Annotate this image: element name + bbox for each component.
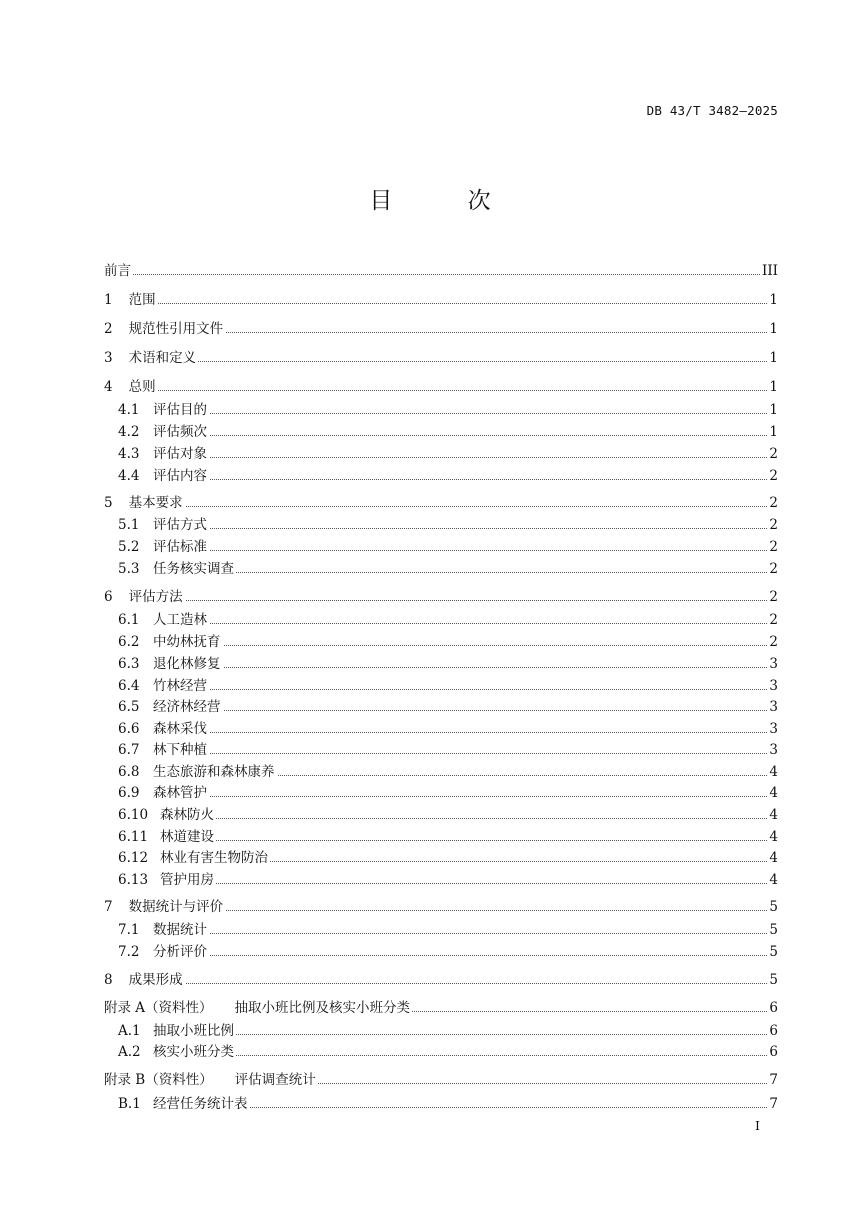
toc-entry-page: 3 (769, 721, 778, 737)
toc-entry[interactable] (0, 560, 860, 578)
toc-entry-label (118, 538, 209, 556)
toc-entry[interactable] (0, 943, 860, 961)
toc-entry-number: 6.3 (118, 656, 140, 672)
toc-entry-label (104, 349, 198, 367)
toc-entry-text: 竹林经营 (153, 678, 207, 694)
toc-entry[interactable] (0, 320, 860, 338)
toc-entry-label (118, 516, 209, 534)
toc-entry-label (118, 720, 209, 738)
toc-leader-dots (118, 933, 767, 934)
toc-entry[interactable] (0, 467, 860, 485)
toc-entry[interactable] (0, 1043, 860, 1061)
toc-entry[interactable] (0, 633, 860, 651)
toc-entry[interactable] (0, 828, 860, 846)
toc-entry-number: B.1 (118, 1096, 141, 1112)
toc-entry[interactable] (0, 971, 860, 989)
toc-entry-text: 中幼林抚育 (153, 634, 221, 650)
toc-entry-text: 管护用房 (160, 872, 214, 888)
toc-entry-number: 4.4 (118, 468, 140, 484)
toc-entry-page: 6 (769, 1000, 778, 1016)
toc-entry-label (104, 262, 133, 280)
toc-leader-dots (104, 361, 767, 362)
toc-entry-number: A.1 (118, 1023, 141, 1039)
toc-entry-text: 生态旅游和森林康养 (153, 764, 275, 780)
toc-entry-number: 6.12 (118, 850, 149, 866)
toc-entry-label (104, 1071, 318, 1089)
toc-entry-page: 3 (769, 678, 778, 694)
toc-entry-text: 林道建设 (160, 829, 214, 845)
toc-entry[interactable] (0, 588, 860, 606)
toc-entry-page: 5 (769, 899, 778, 915)
toc-entry-number: 5.2 (118, 539, 140, 555)
toc-entry-number: 6.4 (118, 678, 140, 694)
toc-entry-number: 3 (104, 350, 113, 366)
toc-entry-page: III (762, 263, 778, 279)
toc-entry-label (104, 291, 158, 309)
toc-entry-label (118, 921, 209, 939)
toc-leader-dots (104, 983, 767, 984)
toc-entry-text: 成果形成 (128, 972, 183, 988)
toc-entry-number: A.2 (118, 1044, 141, 1060)
toc-entry-number: 附录 A（资料性） (104, 1000, 213, 1016)
toc-entry[interactable] (0, 655, 860, 673)
toc-leader-dots (118, 689, 767, 690)
toc-entry-text: 范围 (128, 292, 156, 308)
toc-entry-number: 6.11 (118, 829, 149, 845)
toc-entry-text: 林业有害生物防治 (160, 850, 268, 866)
toc-leader-dots (104, 506, 767, 507)
toc-entry-label (118, 1095, 250, 1113)
page-number: I (755, 1118, 760, 1133)
toc-entry-label (118, 467, 209, 485)
toc-entry-page: 3 (769, 742, 778, 758)
page-title: 目 次 (369, 188, 525, 214)
toc-entry-page: 2 (769, 561, 778, 577)
toc-entry-page: 5 (769, 944, 778, 960)
toc-entry-text: 评估方式 (153, 517, 207, 533)
toc-entry-page: 1 (769, 350, 778, 366)
toc-entry-page: 2 (769, 634, 778, 650)
toc-entry-text: 森林采伐 (153, 721, 207, 737)
toc-entry-label (118, 943, 209, 961)
toc-entry[interactable] (0, 871, 860, 889)
toc-entry-label (118, 611, 209, 629)
toc-entry-text: 抽取小班比例及核实小班分类 (234, 1000, 411, 1016)
toc-entry[interactable] (0, 921, 860, 939)
toc-leader-dots (118, 955, 767, 956)
toc-entry[interactable] (0, 677, 860, 695)
toc-entry[interactable] (0, 999, 860, 1017)
toc-entry-text: 评估对象 (153, 446, 207, 462)
toc-entry-text: 人工造林 (153, 612, 207, 628)
toc-entry[interactable] (0, 720, 860, 738)
toc-entry-text: 林下种植 (153, 742, 207, 758)
toc-entry-page: 4 (769, 850, 778, 866)
toc-entry[interactable] (0, 849, 860, 867)
toc-entry-text: 术语和定义 (128, 350, 197, 366)
toc-entry[interactable] (0, 401, 860, 419)
toc-entry-number: 6.5 (118, 699, 140, 715)
toc-entry-page: 4 (769, 829, 778, 845)
toc-entry-label (118, 806, 216, 824)
toc-entry-number: 1 (104, 292, 113, 308)
toc-entry-label (104, 320, 225, 338)
toc-entry-number: 6 (104, 589, 113, 605)
toc-entry[interactable] (0, 1071, 860, 1089)
toc-entry-number: 8 (104, 972, 113, 988)
toc-entry[interactable] (0, 1095, 860, 1113)
toc-entry-text: 分析评价 (153, 944, 207, 960)
toc-entry-number: 5 (104, 495, 113, 511)
toc-entry[interactable] (0, 445, 860, 463)
toc-leader-dots (118, 732, 767, 733)
toc-entry-number: 6.2 (118, 634, 140, 650)
toc-entry-text: 数据统计与评价 (128, 899, 224, 915)
toc-entry-page: 7 (769, 1072, 778, 1088)
toc-entry-label (118, 560, 236, 578)
toc-entry[interactable] (0, 349, 860, 367)
toc-leader-dots (118, 550, 767, 551)
toc-entry-label (118, 655, 223, 673)
toc-leader-dots (118, 796, 767, 797)
toc-entry-page: 3 (769, 699, 778, 715)
toc-entry-number: 2 (104, 321, 113, 337)
toc-entry-label (104, 378, 158, 396)
toc-entry-text: 退化林修复 (153, 656, 221, 672)
toc-entry-label (118, 698, 223, 716)
toc-entry[interactable] (0, 262, 860, 280)
toc-entry-text: 评估调查统计 (234, 1072, 316, 1088)
toc-entry-number: 7.2 (118, 944, 140, 960)
toc-entry[interactable] (0, 423, 860, 441)
toc-entry-text: 经营任务统计表 (153, 1096, 248, 1112)
toc-entry-text: 评估标准 (153, 539, 207, 555)
toc-entry-page: 1 (769, 321, 778, 337)
toc-entry[interactable] (0, 611, 860, 629)
toc-entry[interactable] (0, 806, 860, 824)
toc-entry-number: 附录 B（资料性） (104, 1072, 213, 1088)
toc-entry-page: 1 (769, 292, 778, 308)
toc-entry-page: 2 (769, 446, 778, 462)
toc-entry-text: 数据统计 (153, 922, 207, 938)
toc-entry[interactable] (0, 763, 860, 781)
toc-entry-text: 基本要求 (128, 495, 183, 511)
toc-entry-label (118, 401, 209, 419)
toc-entry-text: 经济林经营 (153, 699, 221, 715)
toc-entry-label (118, 677, 209, 695)
toc-entry-page: 6 (769, 1044, 778, 1060)
toc-entry-text: 评估目的 (153, 402, 207, 418)
toc-entry-page: 7 (769, 1096, 778, 1112)
toc-entry[interactable] (0, 741, 860, 759)
toc-entry-page: 1 (769, 424, 778, 440)
toc-entry-number: 4.3 (118, 446, 140, 462)
toc-entry-text: 核实小班分类 (153, 1044, 234, 1060)
toc-entry[interactable] (0, 698, 860, 716)
toc-entry-label (118, 1043, 236, 1061)
document-code: DB 43/T 3482—2025 (646, 103, 778, 118)
toc-entry-text: 抽取小班比例 (153, 1023, 234, 1039)
toc-entry-number: 4.2 (118, 424, 140, 440)
toc-entry-label (118, 763, 277, 781)
toc-entry-page: 4 (769, 807, 778, 823)
toc-entry-label (104, 999, 412, 1017)
toc-entry-label (118, 423, 209, 441)
toc-entry-label (118, 784, 209, 802)
toc-leader-dots (118, 528, 767, 529)
toc-entry-number: 4 (104, 379, 113, 395)
toc-entry-number: 6.6 (118, 721, 140, 737)
toc-entry-page: 4 (769, 872, 778, 888)
toc-entry-page: 4 (769, 764, 778, 780)
toc-entry-number: 5.1 (118, 517, 140, 533)
toc-entry-label (118, 849, 270, 867)
toc-entry-number: 5.3 (118, 561, 140, 577)
toc-entry-text: 前言 (104, 263, 131, 279)
toc-entry-number: 6.8 (118, 764, 140, 780)
toc-entry-page: 1 (769, 379, 778, 395)
toc-entry-label (104, 494, 185, 512)
toc-entry[interactable] (0, 1022, 860, 1040)
toc-entry-label (118, 445, 209, 463)
toc-entry[interactable] (0, 378, 860, 396)
toc-entry-text: 评估方法 (128, 589, 183, 605)
toc-entry-label (104, 898, 225, 916)
toc-leader-dots (118, 457, 767, 458)
toc-leader-dots (118, 413, 767, 414)
toc-entry-page: 2 (769, 612, 778, 628)
toc-entry[interactable] (0, 898, 860, 916)
toc-entry-label (118, 633, 223, 651)
toc-entry-number: 6.1 (118, 612, 140, 628)
toc-entry-number: 4.1 (118, 402, 140, 418)
toc-entry-page: 2 (769, 539, 778, 555)
toc-entry-label (118, 1022, 236, 1040)
toc-entry-page: 2 (769, 517, 778, 533)
toc-entry-number: 7 (104, 899, 113, 915)
toc-entry-text: 任务核实调查 (153, 561, 234, 577)
toc-entry-page: 4 (769, 785, 778, 801)
toc-entry-page: 5 (769, 922, 778, 938)
toc-leader-dots (118, 623, 767, 624)
toc-entry-number: 7.1 (118, 922, 140, 938)
toc-leader-dots (104, 600, 767, 601)
toc-entry-text: 森林管护 (153, 785, 207, 801)
toc-entry-page: 3 (769, 656, 778, 672)
toc-entry-label (118, 871, 216, 889)
toc-leader-dots (104, 303, 767, 304)
toc-entry-text: 总则 (128, 379, 156, 395)
toc-entry-text: 评估频次 (153, 424, 207, 440)
toc-entry[interactable] (0, 291, 860, 309)
toc-entry-number: 6.9 (118, 785, 140, 801)
toc-entry[interactable] (0, 494, 860, 512)
toc-entry-page: 2 (769, 589, 778, 605)
toc-leader-dots (104, 390, 767, 391)
toc-leader-dots (118, 479, 767, 480)
toc-entry-label (104, 588, 185, 606)
toc-entry-label (104, 971, 185, 989)
toc-entry-page: 6 (769, 1023, 778, 1039)
toc-entry-label (118, 741, 209, 759)
toc-entry-page: 2 (769, 468, 778, 484)
toc-entry-number: 6.13 (118, 872, 149, 888)
toc-entry[interactable] (0, 516, 860, 534)
toc-entry-page: 2 (769, 495, 778, 511)
toc-entry-text: 规范性引用文件 (128, 321, 224, 337)
toc-entry-number: 6.7 (118, 742, 140, 758)
toc-entry-text: 评估内容 (153, 468, 207, 484)
toc-entry-text: 森林防火 (160, 807, 214, 823)
toc-entry-label (118, 828, 216, 846)
toc-entry[interactable] (0, 784, 860, 802)
toc-entry-page: 1 (769, 402, 778, 418)
toc-leader-dots (104, 274, 760, 275)
toc-entry-number: 6.10 (118, 807, 149, 823)
toc-leader-dots (118, 753, 767, 754)
toc-entry-page: 5 (769, 972, 778, 988)
toc-leader-dots (118, 435, 767, 436)
toc-entry[interactable] (0, 538, 860, 556)
